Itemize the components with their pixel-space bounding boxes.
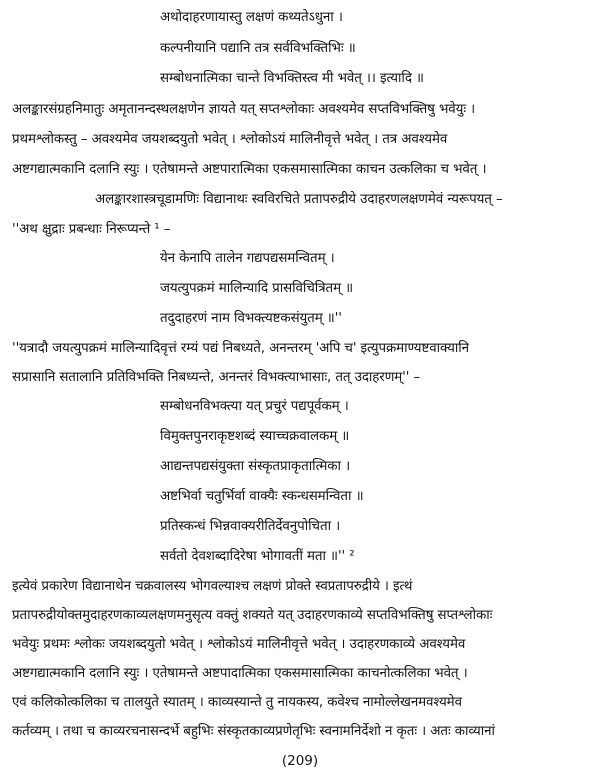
prose-line: एवं कलिकोत्कलिका च तालयुते स्यातम् । काव्यस्यान्ते तु नायकस्य, कवेश्च नामोल्लेखनमवश्यमेव bbox=[12, 695, 462, 710]
verse-line: अष्टभिर्वा चतुर्भिर्वा वाक्यैः स्कन्धसमन्विता ॥ bbox=[160, 489, 364, 504]
prose-line: प्रथमश्लोकस्तु – अवश्यमेव जयशब्दयुतो भवेत् । श्लोकोऽयं मालिनीवृत्ते भवेत् । तत्र अवश्यमेव bbox=[12, 132, 448, 147]
prose-line: ''अथ क्षुद्राः प्रबन्धाः निरूप्यन्ते ¹ – bbox=[12, 222, 171, 237]
verse-line: प्रतिस्कन्धं भिन्नवाक्यरीतिर्देवनुपोचिता । bbox=[160, 519, 341, 534]
prose-line: अलङ्कारशास्त्रचूडामणिः विद्यानाथः स्वविरचिते प्रतापरुद्रीये उदाहरणलक्षणमेवं न्यरूपयत् – bbox=[95, 192, 503, 207]
prose-line: अष्टगद्यात्मकानि दलानि स्युः । एतेषामन्ते अष्टपारात्मिका एकसमासात्मिका काचन उत्कलिका च भवेत् । bbox=[12, 162, 487, 177]
prose-line: इत्येवं प्रकारेण विद्यानाथेन चक्रवालस्य भोगवल्याश्च लक्षणं प्रोक्ते स्वप्रतापरुद्रीये । इत्थं bbox=[12, 579, 413, 594]
prose-line: प्रतापरुद्रीयोक्तमुदाहरणकाव्यलक्षणमनुसृत्य वक्तुं शक्यते यत् उदाहरणकाव्ये सप्तविभक्तिषु सप्तश्लोकाः bbox=[12, 608, 493, 623]
verse-line: कल्पनीयानि पद्यानि तत्र सर्वविभक्तिभिः ॥ bbox=[160, 41, 356, 56]
verse-line: अथोदाहरणायास्तु लक्षणं कथ्यतेऽधुना । bbox=[160, 10, 343, 25]
verse-line: आद्यन्तपद्यसंयुक्ता संस्कृतप्राकृतात्मिका । bbox=[160, 459, 351, 474]
verse-line: सर्वतो देवशब्दादिरेषा भोगावतीं मता ॥'' ² bbox=[160, 549, 355, 564]
prose-line: ''यत्रादौ जयत्युपक्रमं मालिन्यादिवृत्तं रम्यं पद्यं निबध्यते, अनन्तरम् 'अपि च' इत्युपक्रमाण्यष्टवाक्यानि bbox=[12, 341, 470, 356]
prose-line: कर्तव्यम् । तथा च काव्यरचनासन्दर्भे बहुभिः संस्कृतकाव्यप्रणेतृभिः स्वनामनिर्देशो न कृतः । अतः काव्यानां bbox=[12, 724, 495, 739]
verse-line: तदुदाहरणं नाम विभक्त्यष्टकसंयुतम् ॥'' bbox=[160, 311, 342, 326]
verse-line: सम्बोधनात्मिका चान्ते विभक्तिस्त्व मी भवेत् ।। इत्यादि ॥ bbox=[160, 71, 424, 86]
prose-line: अष्टगद्यात्मकानि दलानि स्युः । एतेषामन्ते अष्टपादात्मिका एकसमासात्मिका काचनोत्कलिका भवेत् । bbox=[12, 666, 468, 681]
verse-line: येन केनापि तालेन गद्यपद्यसमन्वितम् । bbox=[160, 251, 335, 266]
verse-line: जयत्युपक्रमं मालिन्यादि प्रासविचित्रितम् ॥ bbox=[160, 281, 354, 296]
verse-line: सम्बोधनविभक्त्या यत् प्रचुरं पद्यपूर्वकम् । bbox=[160, 399, 349, 414]
page-number: (209) bbox=[281, 753, 319, 769]
prose-line: अलङ्कारसंग्रहनिमातुः अमृतानन्दस्थलक्षणेन ज्ञायते यत् सप्तश्लोकाः अवश्यमेव सप्तविभक्तिषु भवेयुः । bbox=[12, 102, 476, 117]
prose-line: सप्रासानि सतालानि प्रतिविभक्ति निबध्यन्ते, अनन्तरं विभक्त्याभासाः, तत् उदाहरणम्'' – bbox=[12, 370, 421, 385]
verse-line: विमुक्तपुनराकृष्टशब्दं स्याच्चक्रवालकम् ॥ bbox=[160, 429, 350, 444]
prose-line: भवेयुः प्रथमः श्लोकः जयशब्दयुतो भवेत् । श्लोकोऽयं मालिनीवृत्ते भवेत् । उदाहरणकाव्ये अवश्यमेव bbox=[12, 637, 466, 652]
